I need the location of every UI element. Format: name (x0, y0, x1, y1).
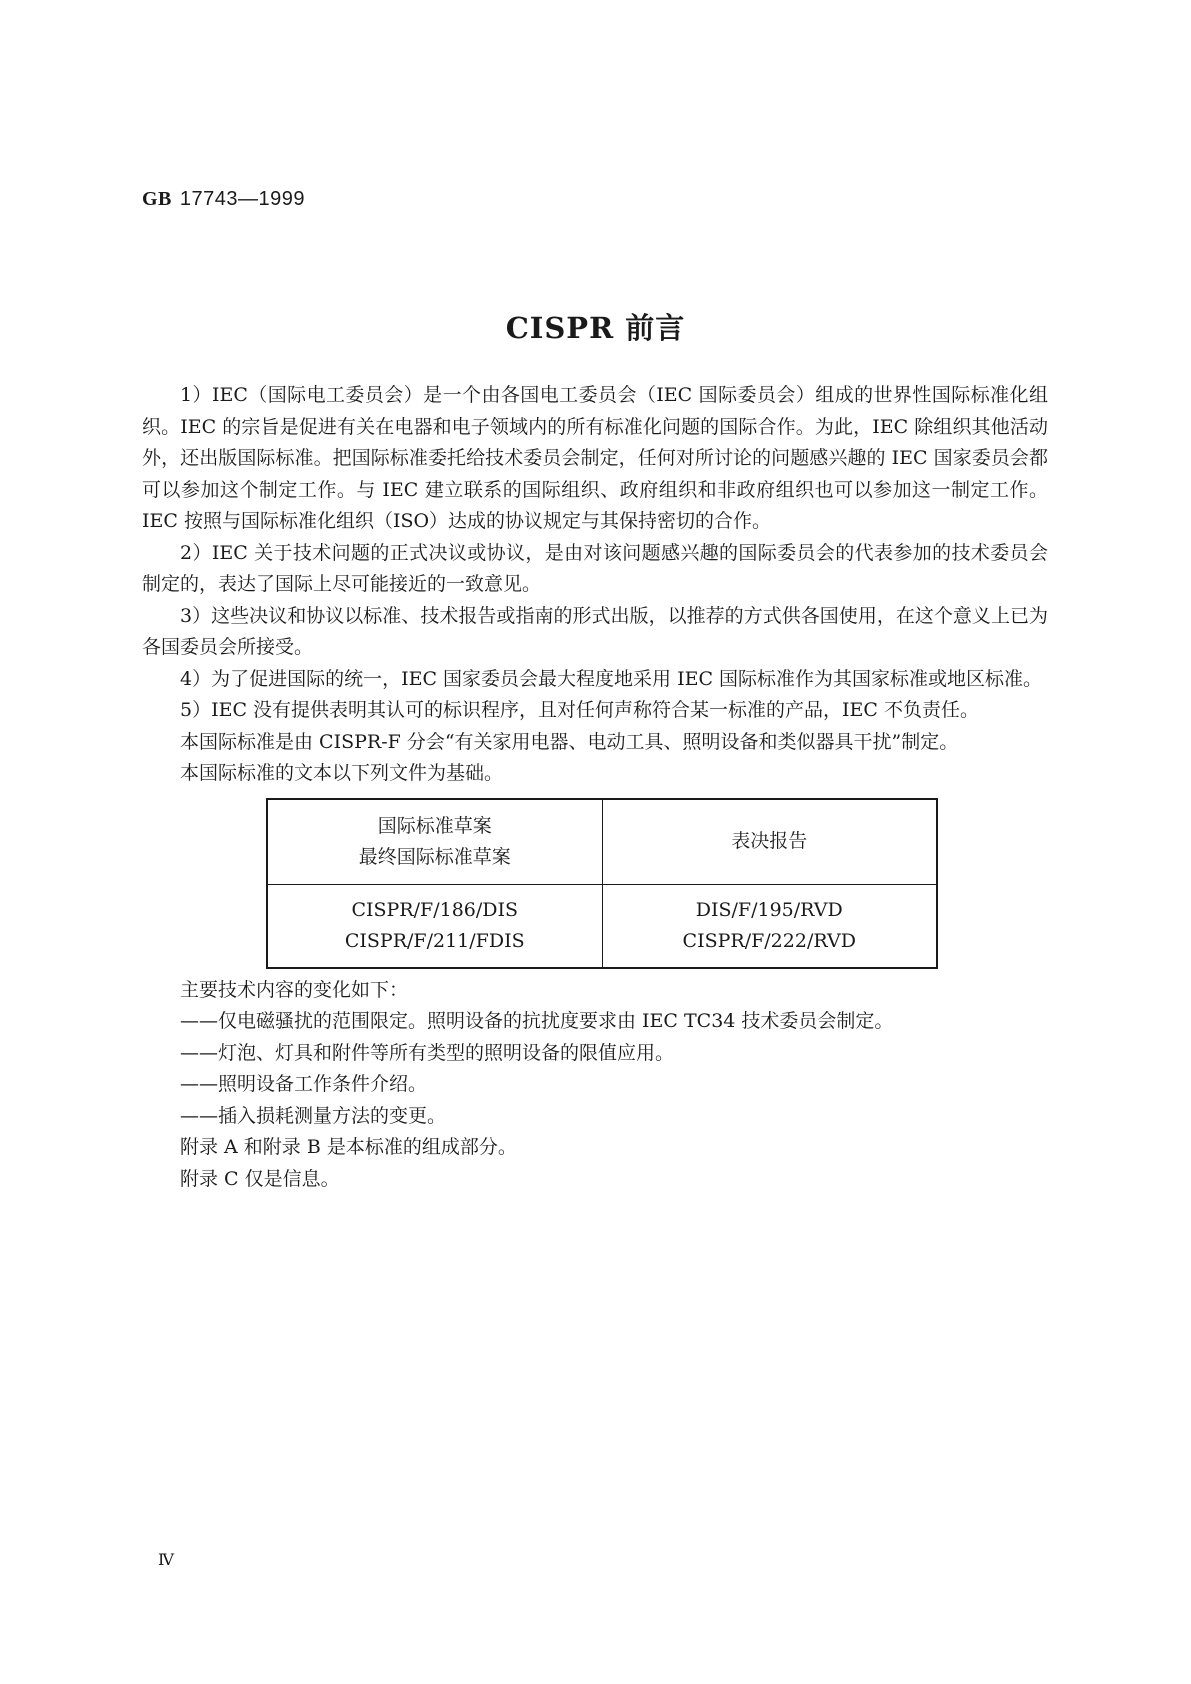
annex-note-ab: 附录 A 和附录 B 是本标准的组成部分。 (180, 1136, 517, 1158)
table-cell-rvd-2: CISPR/F/222/RVD (682, 929, 856, 952)
standard-prefix: GB (142, 188, 172, 210)
table-cell-fdis: CISPR/F/211/FDIS (344, 929, 525, 952)
table-header-row (267, 799, 937, 885)
paragraph-committee: 本国际标准是由 CISPR-F 分会“有关家用电器、电动工具、照明设备和类似器具干扰”制定。 (180, 730, 959, 753)
paragraph-1: 1）IEC（国际电工委员会）是一个由各国电工委员会（IEC 国际委员会）组成的世界性国际标准化组织。IEC 的宗旨是促进有关在电器和电子领域内的所有标准化问题的国际合作。为此，IEC 除组织其他活动外，还出版国际标准。把国际标准委托给技术委员会制定，任何对所讨论的问题感兴趣的 IEC 国家委员会都可以参加这个制定工作。与 IEC 建立联系的国际组织、政府组织和非政府组织也可以参加这一制定工作。IEC 按照与国际标准化组织（ISO）达成的协议规定与其保持密切的合作。 (142, 384, 1048, 532)
change-item-1: ——仅电磁骚扰的范围限定。照明设备的抗扰度要求由 IEC TC34 技术委员会制定。 (180, 1010, 894, 1032)
change-item-3: ——照明设备工作条件介绍。 (180, 1073, 428, 1095)
table-header-cell-drafts (267, 799, 602, 885)
table-row (267, 884, 937, 968)
change-item-4: ——插入损耗测量方法的变更。 (180, 1104, 447, 1127)
table-cell-dis: CISPR/F/186/DIS (351, 898, 519, 921)
standard-number: 17743—1999 (179, 188, 306, 210)
page-title: CISPR 前言 (505, 311, 686, 345)
document-body (142, 380, 1048, 1195)
table-header-dis: 国际标准草案 (377, 814, 492, 837)
change-item-2: ——灯泡、灯具和附件等所有类型的照明设备的限值应用。 (180, 1041, 675, 1064)
paragraph-4: 4）为了促进国际的统一，IEC 国家委员会最大程度地采用 IEC 国际标准作为其国家标准或地区标准。 (180, 667, 1043, 690)
standard-code-header (142, 188, 305, 211)
document-basis-table (266, 798, 938, 969)
paragraph-3: 3）这些决议和协议以标准、技术报告或指南的形式出版，以推荐的方式供各国使用，在这个意义上已为各国委员会所接受。 (142, 604, 1048, 658)
changes-intro: 主要技术内容的变化如下： (180, 978, 409, 1001)
annex-note-c: 附录 C 仅是信息。 (180, 1167, 340, 1190)
table-cell-rvd-1: DIS/F/195/RVD (695, 898, 843, 921)
paragraph-basis: 本国际标准的文本以下列文件为基础。 (180, 762, 504, 784)
table-cell-drafts (267, 884, 602, 968)
paragraph-5: 5）IEC 没有提供表明其认可的标识程序，且对任何声称符合某一标准的产品，IEC 不负责任。 (180, 699, 979, 721)
table-cell-voting (602, 884, 937, 968)
table-header-fdis: 最终国际标准草案 (358, 845, 511, 868)
table-header-cell-voting: 表决报告 (602, 799, 937, 885)
page-number: Ⅳ (158, 1550, 174, 1569)
paragraph-2: 2）IEC 关于技术问题的正式决议或协议，是由对该问题感兴趣的国际委员会的代表参加的技术委员会制定的，表达了国际上尽可能接近的一致意见。 (142, 541, 1048, 595)
